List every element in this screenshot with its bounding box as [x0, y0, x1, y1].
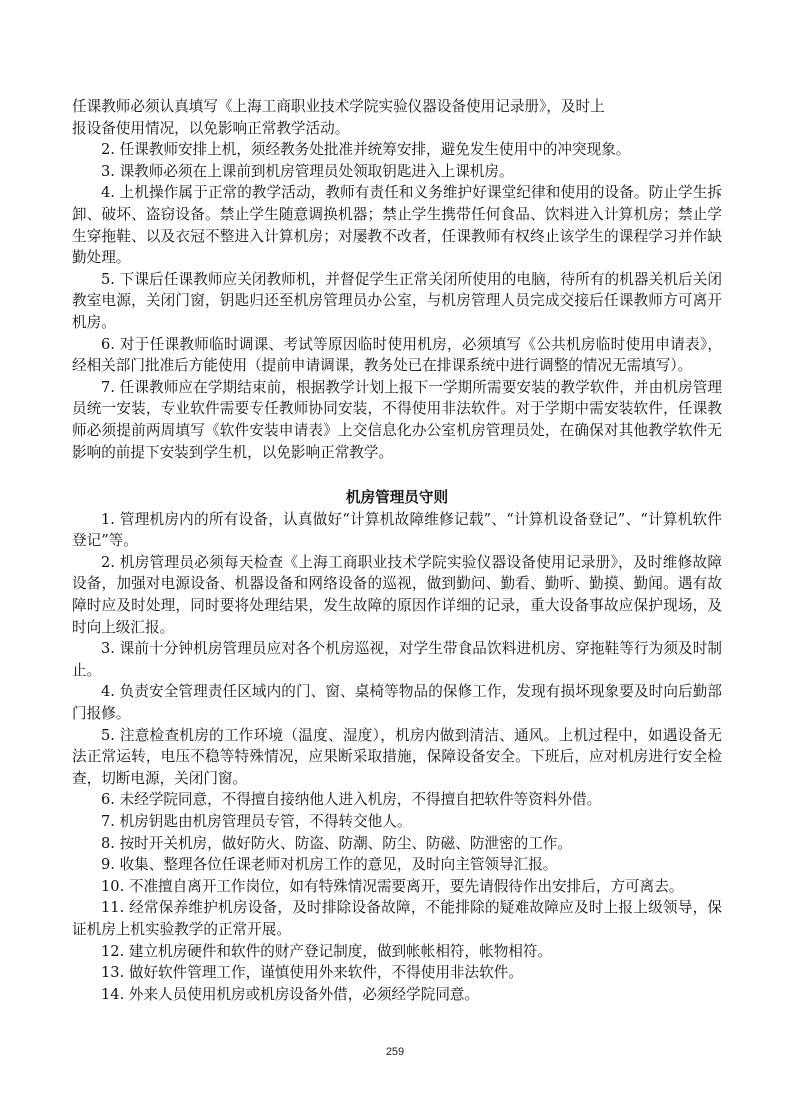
- admin-rule-4: 4. 负责安全管理责任区域内的门、窗、桌椅等物品的保修工作，发现有损坏现象要及时向后勤部门报修。: [72, 683, 722, 723]
- admin-rules-list: [72, 509, 722, 1006]
- admin-rule-12: 12. 建立机房硬件和软件的财产登记制度，做到帐帐相符，帐物相符。: [101, 942, 553, 960]
- teacher-rules-list: [72, 139, 722, 463]
- teacher-rule-7: 7. 任课教师应在学期结束前，根据教学计划上报下一学期所需要安装的教学软件，并由机房管理员统一安装，专业软件需要专任教师协同安装，不得使用非法软件。对于学期中需安装软件，任课教师必须提前两周填写《软件安装申请表》上交信息化办公室机房管理员处，在确保对其他教学软件无影响的前提下安装到学生机，以免影响正常教学。: [72, 378, 722, 461]
- teacher-rule-5: 5. 下课后任课教师应关闭教师机，并督促学生正常关闭所使用的电脑，待所有的机器关机后关闭教室电源，关闭门窗，钥匙归还至机房管理员办公室，与机房管理人员完成交接后任课教师方可离开机房。: [72, 270, 722, 331]
- admin-rule-10: 10. 不准擅自离开工作岗位，如有特殊情况需要离开，要先请假待作出安排后，方可离去。: [101, 877, 684, 895]
- admin-rule-5: 5. 注意检查机房的工作环境（温度、湿度），机房内做到清洁、通风。上机过程中，如遇设备无法正常运转，电压不稳等特殊情况，应果断采取措施，保障设备安全。下班后，应对机房进行安全检查，切断电源，关闭门窗。: [72, 726, 722, 787]
- intro-line-1: 任课教师必须认真填写《上海工商职业技术学院实验仪器设备使用记录册》，及时上: [72, 98, 605, 115]
- admin-rule-6: 6. 未经学院同意，不得擅自接纳他人进入机房，不得擅自把软件等资料外借。: [101, 791, 602, 809]
- admin-rule-3: 3. 课前十分钟机房管理员应对各个机房巡视，对学生带食品饮料进机房、穿拖鞋等行为须及时制止。: [72, 640, 722, 679]
- admin-rule-13: 13. 做好软件管理工作，谨慎使用外来软件，不得使用非法软件。: [101, 964, 523, 982]
- admin-rule-2: 2. 机房管理员必须每天检查《上海工商职业技术学院实验仪器设备使用记录册》，及时维修故障设备，加强对电源设备、机器设备和网络设备的巡视，做到勤问、勤看、勤听、勤摸、勤闻。遇有故障时应及时处理，同时要将处理结果，发生故障的原因作详细的记录，重大设备事故应保护现场，及时向上级汇报。: [72, 553, 722, 636]
- page-number: 259: [385, 1046, 405, 1058]
- document-body: [72, 96, 722, 1005]
- intro-line-2: 报设备使用情况，以免影响正常教学活动。: [72, 119, 350, 137]
- admin-rule-1: 1. 管理机房内的所有设备，认真做好“计算机故障维修记载”、“计算机设备登记”、“计算机软件登记”等。: [72, 510, 722, 550]
- admin-rule-7: 7. 机房钥匙由机房管理员专管，不得转交他人。: [101, 813, 412, 830]
- teacher-rule-4: 4. 上机操作属于正常的教学活动，教师有责任和义务维护好课堂纪律和使用的设备。防止学生拆卸、破坏、盗窃设备。禁止学生随意调换机器；禁止学生携带任何食品、饮料进入计算机房；禁止学生穿拖鞋、以及衣冠不整进入计算机房；对屡教不改者，任课教师有权终止该学生的课程学习并作缺勤处理。: [72, 184, 722, 267]
- admin-rule-9: 9. 收集、整理各位任课老师对机房工作的意见，及时向主管领导汇报。: [101, 856, 558, 874]
- admin-rule-8: 8. 按时开关机房，做好防火、防盗、防潮、防尘、防磁、防泄密的工作。: [101, 834, 572, 852]
- teacher-rule-3: 3. 课教师必须在上课前到机房管理员处领取钥匙进入上课机房。: [101, 162, 514, 180]
- teacher-rule-2: 2. 任课教师安排上机，须经教务处批准并统筹安排，避免发生使用中的冲突现象。: [101, 141, 631, 159]
- admin-rule-11: 11. 经常保养维护机房设备，及时排除设备故障，不能排除的疑难故障应及时上报上级领导，保证机房上机实验教学的正常开展。: [72, 899, 722, 938]
- teacher-rule-6: 6. 对于任课教师临时调课、考试等原因临时使用机房，必须填写《公共机房临时使用申请表》，经相关部门批准后方能使用（提前申请调课，教务处已在排课系统中进行调整的情况无需填写）。: [72, 335, 722, 375]
- admin-rule-14: 14. 外来人员使用机房或机房设备外借，必须经学院同意。: [101, 985, 480, 1003]
- section-title: 机房管理员守则: [345, 489, 449, 507]
